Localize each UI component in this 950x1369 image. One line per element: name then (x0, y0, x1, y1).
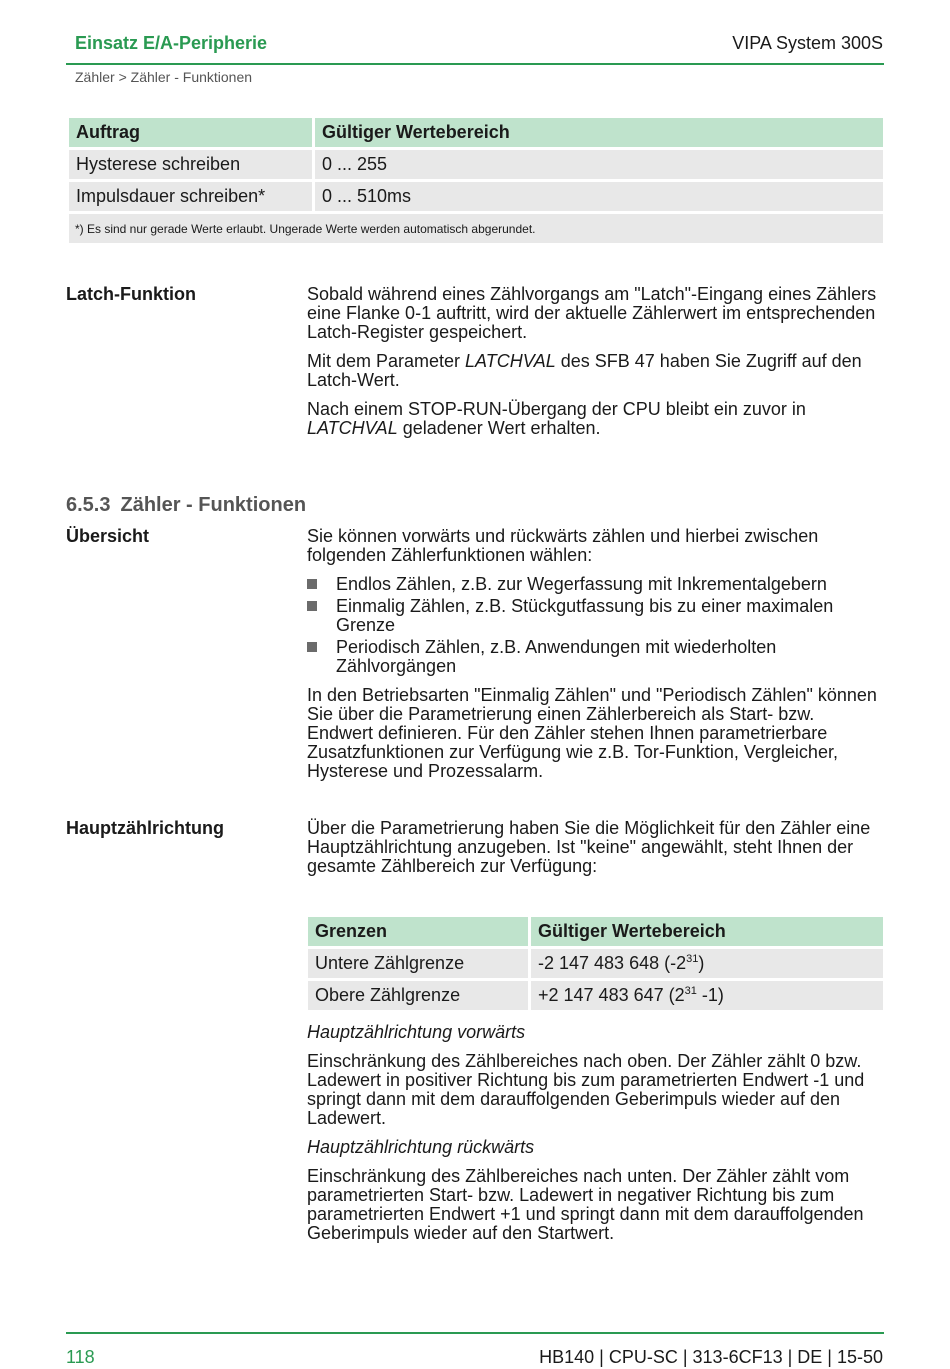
table-row (308, 981, 883, 1010)
table-limits (305, 914, 886, 1013)
direction-label: Hauptzählrichtung (66, 818, 224, 838)
text-span: -1) (696, 985, 724, 1005)
square-bullet-icon (307, 601, 317, 611)
table-header-cell: Grenzen (308, 917, 528, 946)
list-item (307, 638, 883, 676)
direction-details (307, 1023, 883, 1253)
table-header-cell: Gültiger Wertebereich (531, 917, 883, 946)
section-title: Zähler - Funktionen (120, 494, 307, 516)
latch-paragraph-1: Sobald während eines Zählvorgangs am "Latch"-Eingang eines Zählers eine Flanke 0-1 auftritt, wird der aktuelle Zählerwert im entsprechenden Latch-Register gespeichert. (307, 284, 877, 342)
footer-divider (66, 1332, 884, 1334)
backward-text: Einschränkung des Zählbereiches nach unten. Der Zähler zählt vom parametrierten Start- bzw. Ladewert in negativer Richtung bis zum parametrierten Endwert +1 und springt dann mit dem darauffolgenden Geberimpuls wieder auf den Startwert. (307, 1166, 864, 1243)
text-span: ) (698, 953, 705, 973)
table-cell: Impulsdauer schreiben* (69, 182, 312, 211)
overview-text (307, 527, 883, 791)
header-section: Einsatz E/A-Peripherie (75, 33, 268, 53)
forward-text: Einschränkung des Zählbereiches nach oben. Der Zähler zählt 0 bzw. Ladewert in positiver Richtung bis zum parametrierten Endwert -1 und springt dann mit dem darauffolgenden Geberimpuls wieder auf den Ladewert. (307, 1051, 865, 1128)
table-row (69, 214, 883, 243)
table-cell (531, 981, 883, 1010)
square-bullet-icon (307, 579, 317, 589)
section-heading (66, 494, 306, 517)
table-header-cell: Auftrag (69, 118, 312, 147)
overview-intro: Sie können vorwärts und rückwärts zählen und hierbei zwischen folgenden Zählerfunktionen wählen: (307, 526, 819, 565)
latch-label: Latch-Funktion (66, 284, 196, 304)
page-number: 118 (66, 1347, 95, 1367)
table-cell: Hysterese schreiben (69, 150, 312, 179)
overview-outro: In den Betriebsarten "Einmalig Zählen" und "Periodisch Zählen" können Sie über die Parametrierung einen Zählerbereich als Start- bzw. Endwert definieren. Für den Zähler stehen Ihnen parametrierbare Zusatzfunktionen zur Verfügung wie z.B. Tor-Funktion, Vergleicher, Hysterese und Prozessalarm. (307, 685, 877, 781)
exponent: 31 (684, 985, 697, 997)
header-product: VIPA System 300S (732, 33, 883, 53)
table-cell (531, 949, 883, 978)
list-item (307, 597, 883, 635)
direction-intro: Über die Parametrierung haben Sie die Möglichkeit für den Zähler eine Hauptzählrichtung anzugeben. Ist "keine" angewählt, steht Ihnen der gesamte Zählbereich zur Verfügung: (307, 818, 871, 876)
breadcrumb: Zähler > Zähler - Funktionen (75, 69, 253, 85)
latch-paragraph-2 (307, 352, 883, 390)
list-item-text: Endlos Zählen, z.B. zur Wegerfassung mit Inkrementalgebern (336, 574, 827, 594)
table-header-cell: Gültiger Wertebereich (315, 118, 883, 147)
latch-text (307, 285, 883, 448)
square-bullet-icon (307, 642, 317, 652)
list-item-text: Einmalig Zählen, z.B. Stückgutfassung bis zu einer maximalen Grenze (336, 596, 834, 635)
table-cell: 0 ... 510ms (315, 182, 883, 211)
list-item (307, 575, 883, 594)
table-hysteresis (66, 115, 886, 246)
text-span: Nach einem STOP-RUN-Übergang der CPU bleibt ein zuvor in (307, 399, 806, 419)
param-name: LATCHVAL (307, 418, 398, 438)
exponent: 31 (686, 953, 699, 965)
document-id: HB140 | CPU-SC | 313-6CF13 | DE | 15-50 (539, 1347, 883, 1367)
table-footnote: *) Es sind nur gerade Werte erlaubt. Ungerade Werte werden automatisch abgerundet. (69, 214, 883, 243)
backward-title: Hauptzählrichtung rückwärts (307, 1137, 535, 1157)
header-divider (66, 63, 884, 65)
text-span: Mit dem Parameter (307, 351, 466, 371)
param-name: LATCHVAL (465, 351, 556, 371)
function-list (307, 575, 883, 676)
table-row (69, 182, 883, 211)
forward-title: Hauptzählrichtung vorwärts (307, 1022, 526, 1042)
table-row (69, 150, 883, 179)
text-span: des SFB 47 haben Sie Zugriff auf den Latch-Wert. (307, 351, 862, 390)
list-item-text: Periodisch Zählen, z.B. Anwendungen mit wiederholten Zählvorgängen (336, 637, 777, 676)
table-cell: Untere Zählgrenze (308, 949, 528, 978)
section-number: 6.5.3 (66, 494, 111, 516)
table-cell: 0 ... 255 (315, 150, 883, 179)
table-row (308, 949, 883, 978)
overview-label: Übersicht (66, 526, 150, 546)
table-cell: Obere Zählgrenze (308, 981, 528, 1010)
latch-paragraph-3 (307, 400, 883, 438)
text-span: -2 147 483 648 (-2 (538, 953, 687, 973)
text-span: geladener Wert erhalten. (397, 418, 601, 438)
text-span: +2 147 483 647 (2 (538, 985, 685, 1005)
